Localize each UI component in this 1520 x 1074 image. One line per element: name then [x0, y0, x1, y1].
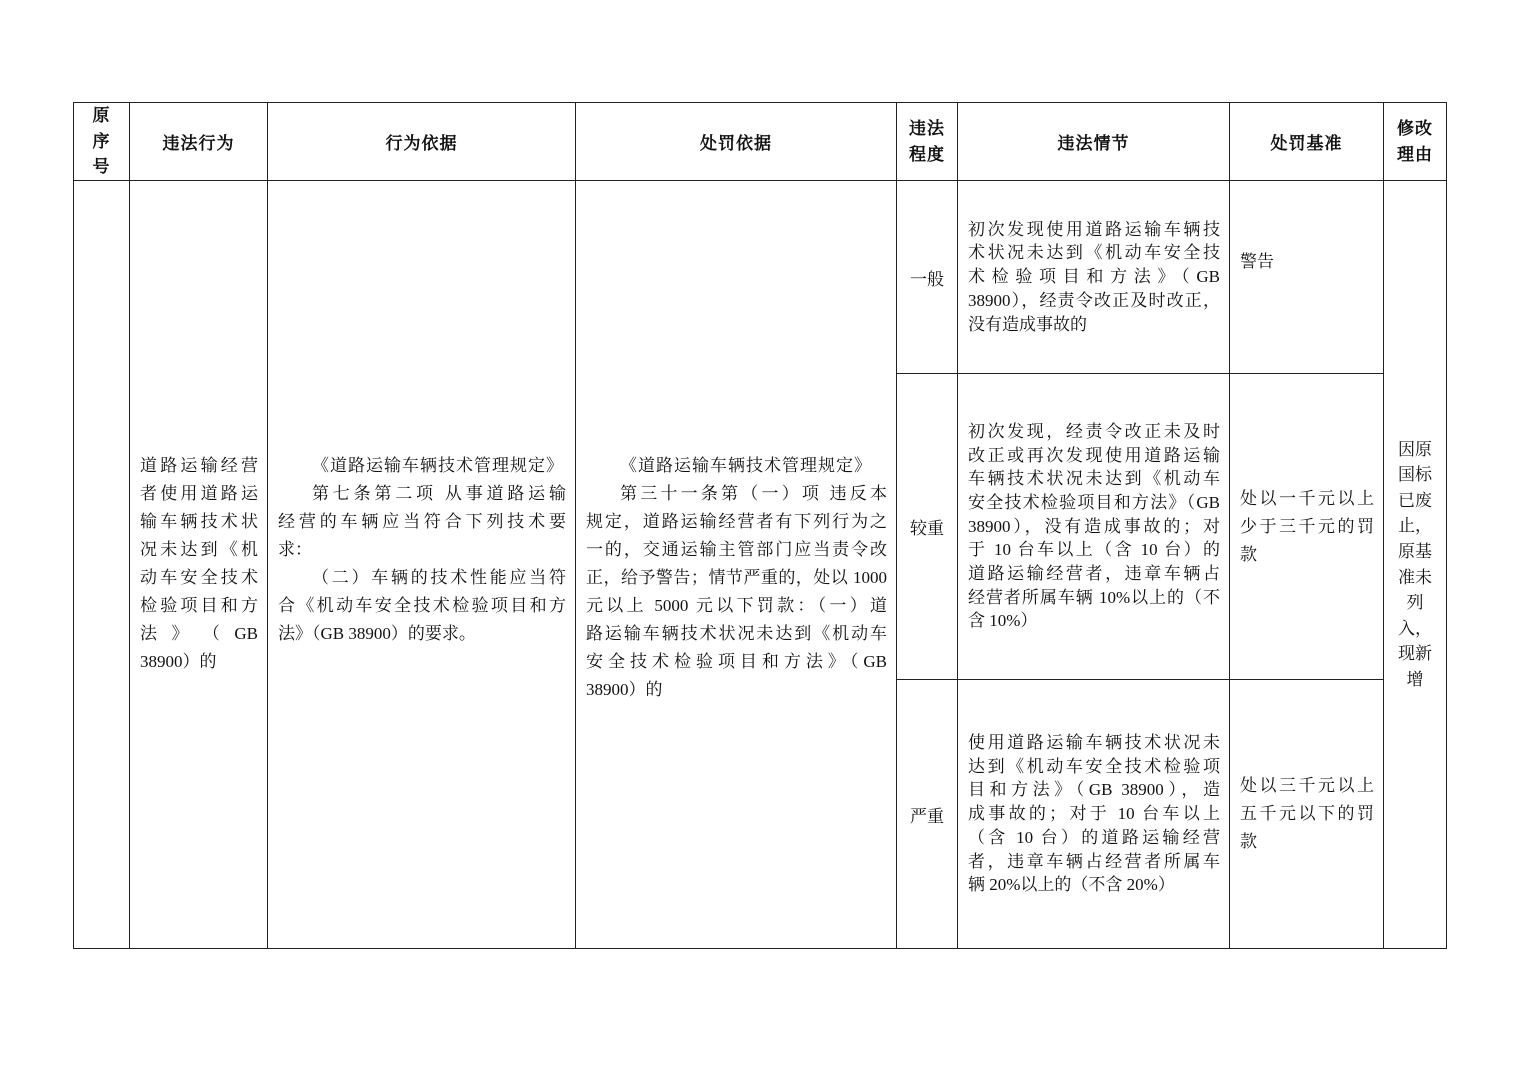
standard-line: 款 [1240, 832, 1257, 851]
penalty-basis-line: 第三十一条第（一）项 违反本 [620, 484, 887, 503]
cell-circumstance-serious [958, 374, 1230, 680]
header-violation-act-label: 违法行为 [162, 134, 235, 153]
circumstance-line: 没有造成事故的 [968, 314, 1087, 334]
circumstance-line: 于 10 台车以上（含 10 台）的 [968, 540, 1220, 560]
act-line: 38900）的 [140, 652, 217, 671]
act-basis-line: 经营的车辆应当符合下列技术要 [278, 512, 566, 531]
header-original-number [74, 103, 130, 181]
act-basis-line: （二）车辆的技术性能应当符 [312, 568, 566, 587]
reason-line: 列 [1406, 593, 1424, 613]
act-basis-line: 法》（GB 38900）的要求。 [278, 624, 476, 643]
cell-degree-severe [897, 680, 958, 949]
cell-penalty-basis [576, 181, 897, 949]
standard-line: 处以一千元以上 [1240, 488, 1374, 508]
header-degree-line: 违法 [909, 118, 945, 138]
act-line: 法 》 （ GB [140, 624, 258, 643]
header-reason-line: 修改 [1397, 118, 1433, 138]
act-line: 检验项目和方 [140, 596, 258, 615]
penalty-basis-line: 一的，交通运输主管部门应当责令改 [586, 540, 887, 559]
reason-line: 入， [1398, 618, 1432, 638]
circumstance-line: 38900），经责令改正及时改正， [968, 290, 1220, 310]
header-act-basis-label: 行为依据 [385, 134, 458, 153]
penalty-basis-line: 正，给予警告；情节严重的，处以 1000 [586, 568, 887, 587]
cell-reason [1384, 181, 1447, 949]
standard-line: 五千元以下的罚 [1240, 804, 1374, 823]
circumstance-line: 目和方法》（GB 38900），造 [968, 780, 1220, 800]
header-original-number-char: 号 [92, 157, 111, 177]
degree-label: 严重 [910, 806, 944, 826]
circumstance-line: 成事故的；对于 10 台车以上 [968, 804, 1220, 824]
reason-line: 增 [1406, 669, 1424, 689]
circumstance-line: 38900），没有造成事故的；对 [968, 516, 1220, 536]
cell-act-basis [268, 181, 576, 949]
act-basis-line: 求： [278, 540, 312, 559]
header-degree [897, 103, 958, 181]
header-violation-act [130, 103, 268, 181]
penalty-basis-line: 《道路运输车辆技术管理规定》 [620, 456, 872, 475]
circumstance-line: （含 10 台）的道路运输经营 [968, 827, 1220, 847]
circumstance-line: 使用道路运输车辆技术状况未 [968, 733, 1220, 753]
circumstance-line: 含 10%） [968, 611, 1038, 631]
header-original-number-char: 序 [92, 131, 111, 151]
header-reason-line: 理由 [1397, 144, 1433, 164]
reason-line: 已废 [1398, 490, 1432, 510]
act-basis-line: 合《机动车安全技术检验项目和方 [278, 596, 566, 615]
cell-standard-severe [1230, 680, 1384, 949]
reason-line: 原基 [1398, 541, 1432, 561]
circumstance-line: 道路运输经营者，违章车辆占 [968, 564, 1220, 584]
cell-standard-serious [1230, 374, 1384, 680]
standard-line: 款 [1240, 544, 1257, 564]
standard-line: 少于三千元的罚 [1240, 516, 1374, 536]
act-line: 者使用道路运 [140, 484, 258, 503]
act-line: 动车安全技术 [140, 568, 258, 587]
penalty-basis-line: 路运输车辆技术状况未达到《机动车 [586, 624, 887, 643]
header-penalty-basis-label: 处罚依据 [700, 134, 772, 153]
act-basis-line: 第七条第二项 从事道路运输 [312, 484, 566, 503]
cell-standard-general [1230, 181, 1384, 374]
circumstance-line: 达到《机动车安全技术检验项 [968, 756, 1220, 776]
degree-label: 较重 [910, 519, 944, 538]
reason-line: 止， [1398, 516, 1432, 536]
act-line: 道路运输经营 [140, 456, 258, 475]
penalty-basis-line: 安全技术检验项目和方法》（GB [586, 652, 887, 671]
reason-line: 准未 [1398, 567, 1432, 587]
cell-degree-serious [897, 374, 958, 680]
cell-circumstance-general [958, 181, 1230, 374]
act-basis-line: 《道路运输车辆技术管理规定》 [312, 456, 564, 475]
penalty-standard-table [73, 102, 1447, 949]
header-penalty-standard [1230, 103, 1384, 181]
header-penalty-basis [576, 103, 897, 181]
cell-degree-general [897, 181, 958, 374]
penalty-basis-line: 38900）的 [586, 680, 663, 699]
cell-violation-act [130, 181, 268, 949]
header-degree-line: 程度 [909, 144, 945, 164]
reason-line: 国标 [1398, 465, 1432, 485]
penalty-basis-line: 元以上 5000 元以下罚款：（一）道 [586, 596, 887, 615]
circumstance-line: 者，违章车辆占经营者所属车 [968, 851, 1220, 871]
standard-line: 警告 [1240, 252, 1274, 271]
header-circumstance-label: 违法情节 [1057, 134, 1130, 153]
header-circumstance [958, 103, 1230, 181]
act-line: 输车辆技术状 [140, 512, 258, 531]
header-original-number-char: 原 [92, 106, 111, 126]
act-line: 况未达到《机 [140, 540, 258, 559]
circumstance-line: 初次发现使用道路运输车辆技 [968, 219, 1220, 239]
cell-circumstance-severe [958, 680, 1230, 949]
reason-line: 现新 [1398, 644, 1432, 664]
header-act-basis [268, 103, 576, 181]
circumstance-line: 初次发现，经责令改正未及时 [968, 421, 1220, 441]
circumstance-line: 改正或再次发现使用道路运输 [968, 445, 1220, 465]
degree-label: 一般 [910, 269, 944, 289]
standard-line: 处以三千元以上 [1240, 776, 1374, 795]
penalty-basis-line: 规定，道路运输经营者有下列行为之 [586, 512, 887, 531]
circumstance-line: 经营者所属车辆 10%以上的（不 [968, 587, 1220, 607]
reason-line: 因原 [1398, 439, 1432, 459]
cell-original-number [74, 181, 130, 949]
circumstance-line: 术状况未达到《机动车安全技 [968, 243, 1220, 263]
circumstance-line: 安全技术检验项目和方法》（GB [968, 492, 1220, 512]
circumstance-line: 辆 20%以上的（不含 20%） [968, 875, 1175, 895]
circumstance-line: 车辆技术状况未达到《机动车 [968, 469, 1220, 489]
header-reason [1384, 103, 1447, 181]
header-penalty-standard-label: 处罚基准 [1270, 134, 1343, 153]
circumstance-line: 术检验项目和方法》（GB [968, 267, 1220, 287]
